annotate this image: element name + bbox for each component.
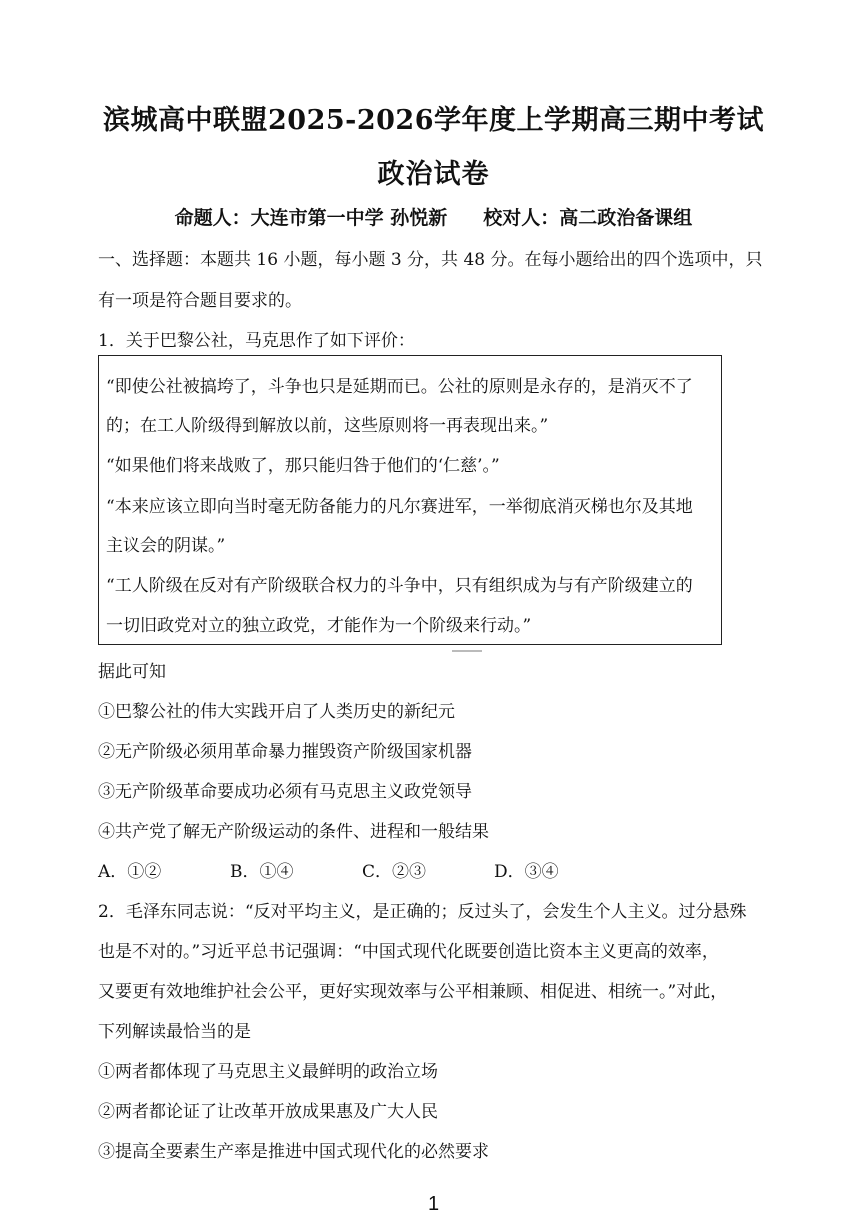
exam-subtitle: 政治试卷 <box>377 159 490 190</box>
author: 命题人：大连市第一中学 孙悦新 <box>174 207 448 229</box>
q1-stem: 1．关于巴黎公社，马克思作了如下评价： <box>98 331 415 351</box>
section-intro-line-2: 有一项是符合题目要求的。 <box>98 291 302 311</box>
q2-statement: ②两者都论证了让改革开放成果惠及广大人民 <box>98 1102 438 1122</box>
option-b: B．①④ <box>230 862 294 882</box>
quote-line: “即使公社被搞垮了，斗争也只是延期而已。公社的原则是永存的，是消灭不了 <box>106 377 693 397</box>
option-c: C．②③ <box>362 862 427 882</box>
q1-lead: 据此可知 <box>98 662 166 682</box>
q1-options <box>98 857 788 882</box>
section-intro-line-1: 一、选择题：本题共 16 小题，每小题 3 分，共 48 分。在每小题给出的四个选项中，只 <box>98 250 763 270</box>
scan-mark <box>452 650 482 652</box>
option-a: A．①② <box>98 862 162 882</box>
quote-line: 的；在工人阶级得到解放以前，这些原则将一再表现出来。” <box>106 416 549 436</box>
reviewer: 校对人：高二政治备课组 <box>483 207 693 229</box>
q2-stem-line: 也是不对的。”习近平总书记强调：“中国式现代化既要创造比资本主义更高的效率， <box>98 942 719 962</box>
q2-stem-line: 又要更有效地维护社会公平，更好实现效率与公平相兼顾、相促进、相统一。”对此， <box>98 982 728 1002</box>
quote-line: 主议会的阴谋。” <box>106 536 226 556</box>
q1-statement: ④共产党了解无产阶级运动的条件、进程和一般结果 <box>98 822 489 842</box>
q2-statement: ③提高全要素生产率是推进中国式现代化的必然要求 <box>98 1142 489 1162</box>
q1-statement: ①巴黎公社的伟大实践开启了人类历史的新纪元 <box>98 702 455 722</box>
quote-line: “工人阶级在反对有产阶级联合权力的斗争中，只有组织成为与有产阶级建立的 <box>106 576 693 596</box>
quote-line: “如果他们将来战败了，那只能归咎于他们的‘仁慈’。” <box>106 456 500 476</box>
option-d: D．③④ <box>494 862 559 882</box>
q1-statement: ②无产阶级必须用革命暴力摧毁资产阶级国家机器 <box>98 742 472 762</box>
quote-line: 一切旧政党对立的独立政党，才能作为一个阶级来行动。” <box>106 616 532 636</box>
q2-stem-line: 下列解读最恰当的是 <box>98 1022 251 1042</box>
quote-line: “本来应该立即向当时毫无防备能力的凡尔赛进军，一举彻底消灭梯也尔及其地 <box>106 497 693 517</box>
authors-line <box>0 203 867 230</box>
q2-stem-line: 2．毛泽东同志说：“反对平均主义，是正确的；反过头了，会发生个人主义。过分悬殊 <box>98 902 747 922</box>
page-number: 1 <box>427 1193 440 1215</box>
q1-statement: ③无产阶级革命要成功必须有马克思主义政党领导 <box>98 782 472 802</box>
exam-title: 滨城高中联盟2025-2026学年度上学期高三期中考试 <box>103 105 764 136</box>
q2-statement: ①两者都体现了马克思主义最鲜明的政治立场 <box>98 1062 438 1082</box>
